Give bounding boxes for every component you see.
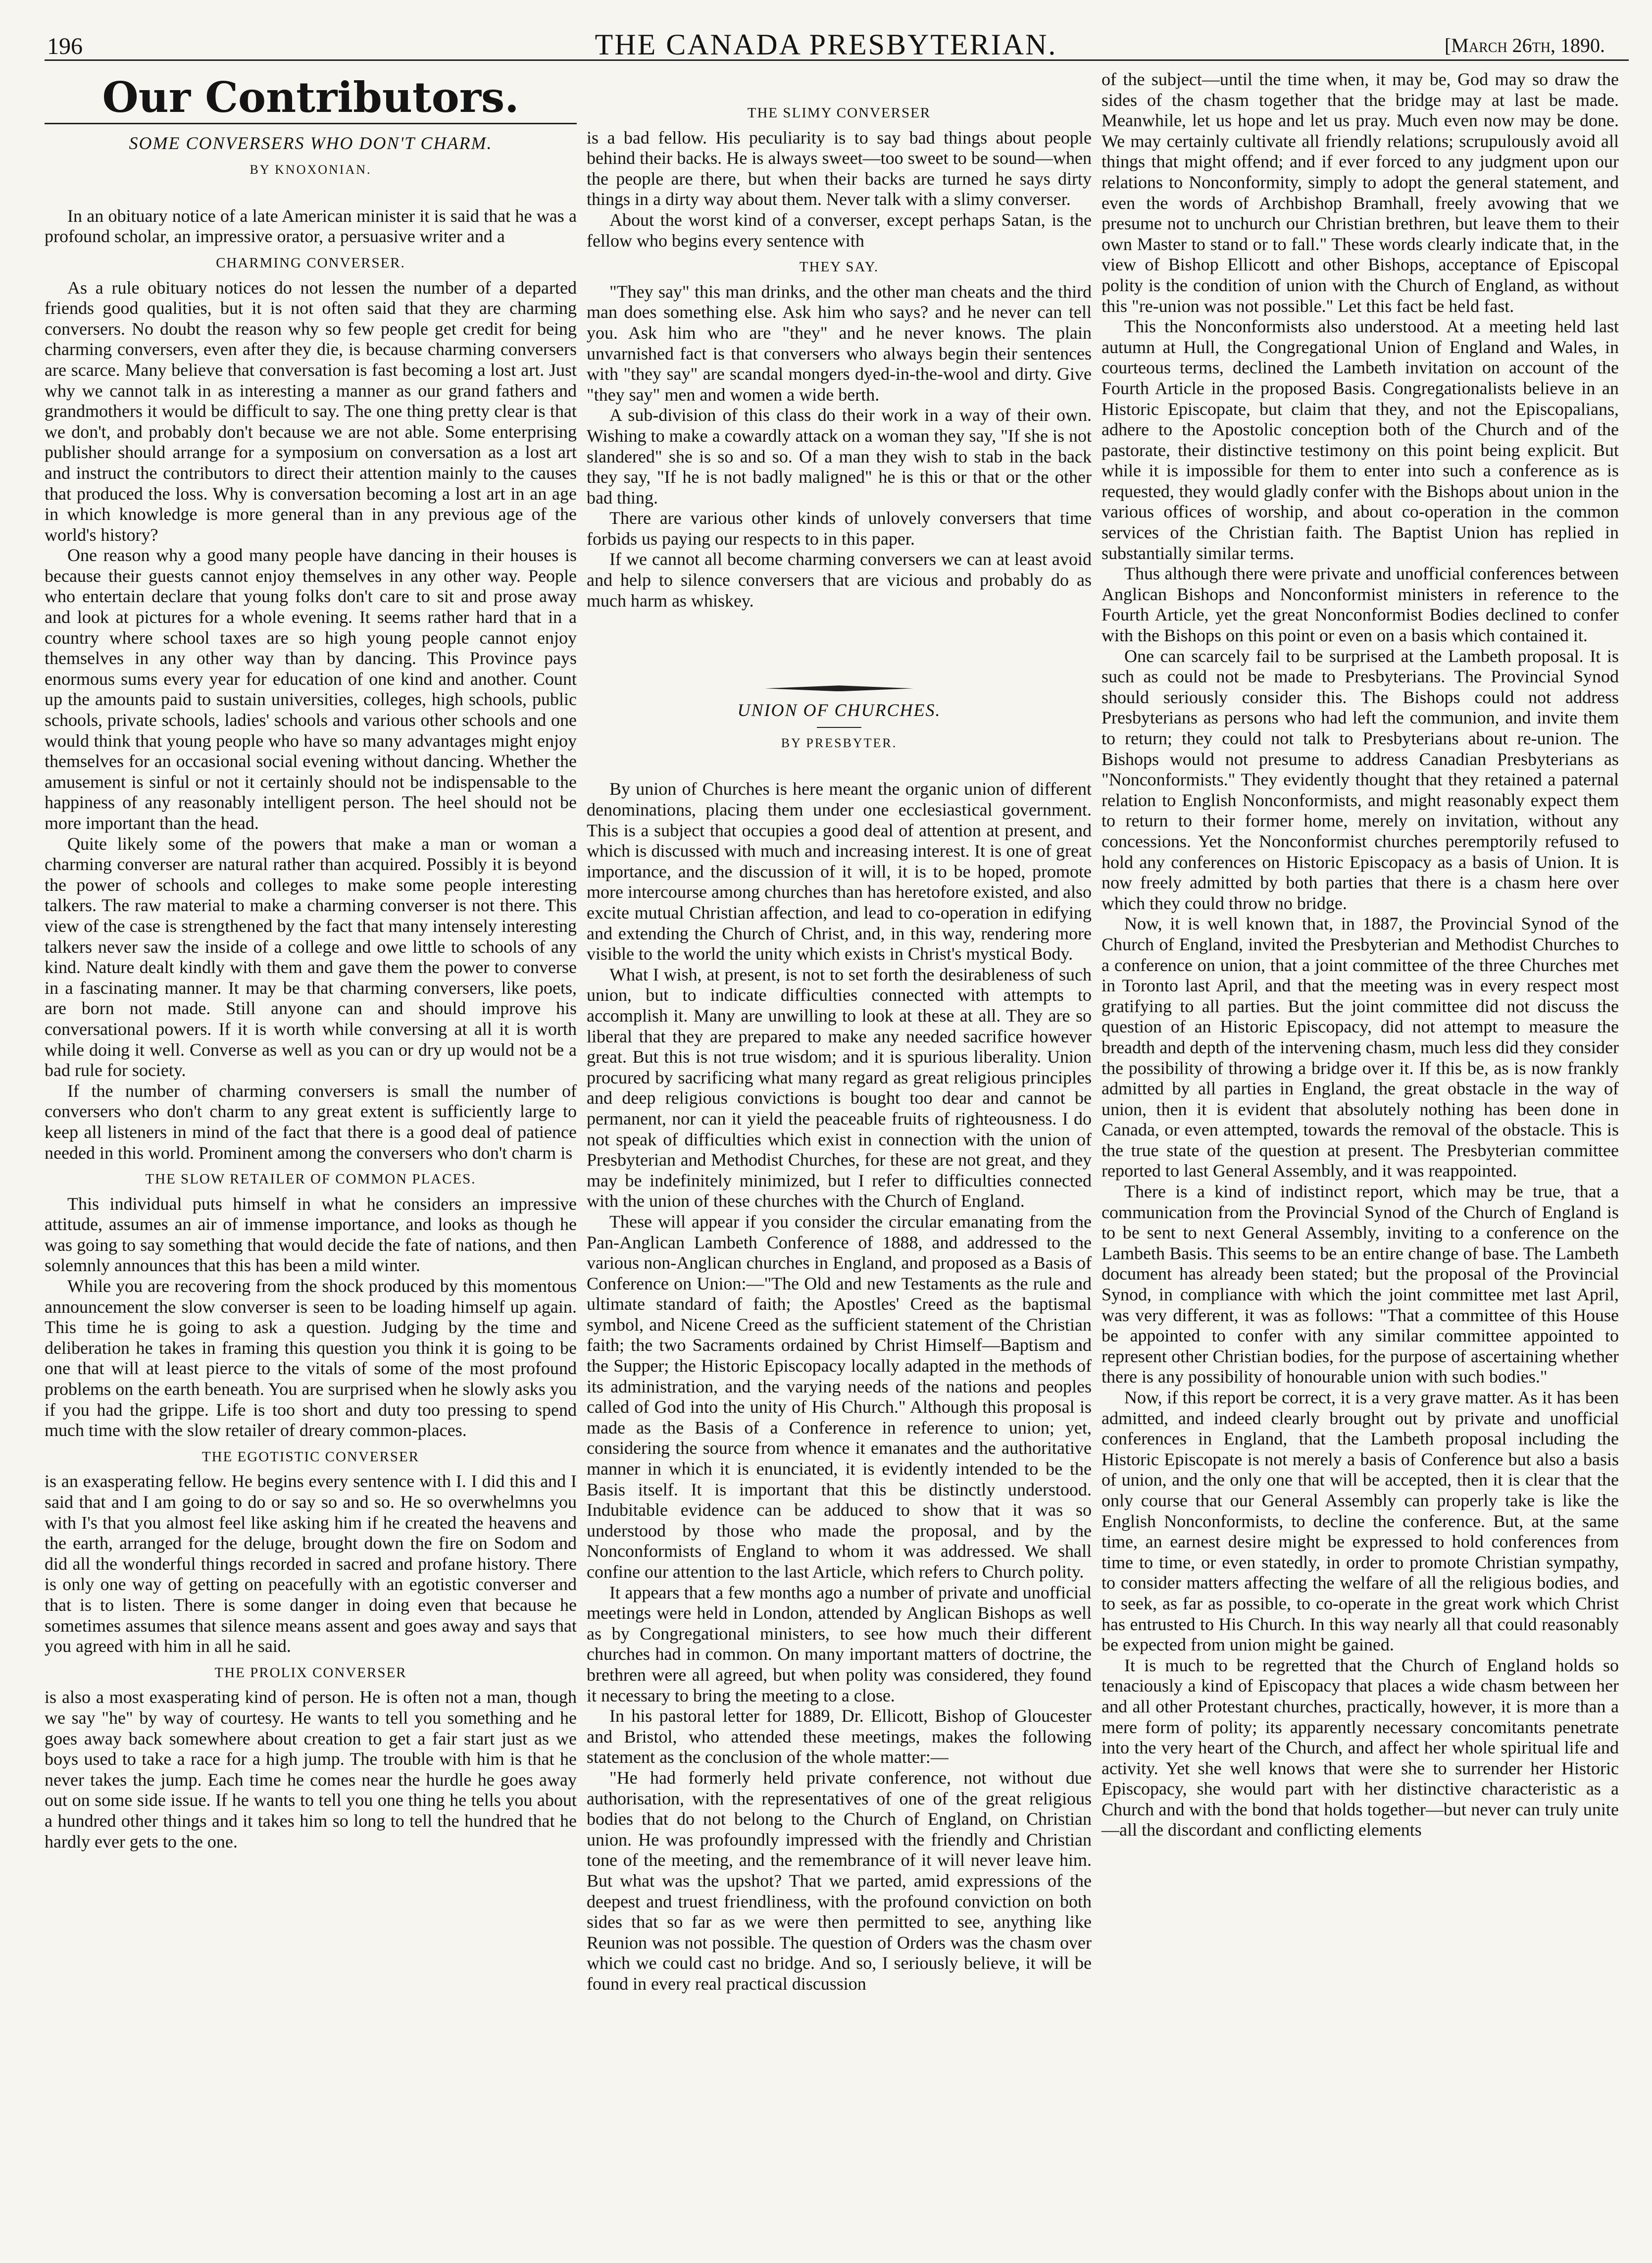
paragraph: There are various other kinds of unlovely conversers that time forbids us paying our respects to in this paper. — [587, 508, 1092, 549]
paragraph: If the number of charming conversers is small the number of conversers who don't charm to any great extent is sufficiently large to keep all listeners in mind of the fact that there is a good deal of patience needed in this world. Prominent among the conversers who don't charm is — [45, 1080, 577, 1163]
paragraph: One can scarcely fail to be surprised at the Lambeth proposal. It is such as could not be made to Presbyterians. The Provincial Synod should seriously consider this. The Bishops could not address Presbyterians as persons who had left the communion, and invite them to return; they could not talk to Presbyterians about re-union. The Bishops would not presume to address Canadian Presbyterians as "Nonconformists." They evidently thought that they retained a paternal relation to English Nonconformists, and might reasonably expect them to return to their former home, merely on invitation, without any concessions. Yet the Nonconformist churches peremptorily refused to hold any conferences on Historic Episcopacy as a basis of Union. It is now freely admitted by both parties that there is a chasm here over which they could throw no bridge. — [1101, 646, 1619, 913]
column-1 — [45, 69, 577, 1852]
paragraph: is a bad fellow. His peculiarity is to say bad things about people behind their backs. He is always sweet—too sweet to be sound—when the people are there, but when their backs are turned he says dirty things in a dirty way about them. Never talk with a slimy converser. — [587, 127, 1092, 209]
paragraph: This the Nonconformists also understood. At a meeting held last autumn at Hull, the Congregational Union of England and Wales, in courteous terms, declined the Lambeth invitation on account of the Fourth Article in the proposed Basis. Congregationalists believe in an Historic Episcopate, but claim that they, and not the Episcopalians, adhere to the Apostolic conception both of the Church and of the pastorate, their distinctive testimony on this point being explicit. But while it is impossible for them to enter into such a conference as is requested, they would gladly confer with the Bishops about union in the various offices of worship, and about co-operation in the common services of the Christian faith. The Baptist Union has replied in substantially similar terms. — [1101, 316, 1619, 563]
paragraph: What I wish, at present, is not to set forth the desirableness of such union, but to indicate difficulties connected with attempts to accomplish it. Many are unwilling to look at these at all. They are so liberal that they are prepared to make any needed sacrifice however great. But this is not true wisdom; and it is spurious liberality. Union procured by sacrificing what many regard as great religious principles and deep religious convictions is bought too dear and cannot be permanent, nor can it yield the peaceable fruits of righteousness. I do not speak of difficulties which exist in connection with the union of Presbyterian and Methodist Churches, for these are not great, and they may be indefinitely minimized, but I refer to difficulties connected with the union of these churches with the Church of England. — [587, 964, 1092, 1211]
paragraph: is an exasperating fellow. He begins every sentence with I. I did this and I said that and I am going to do or say so and so. He so overwhelmns you with I's that you almost feel like asking him if he created the heavens and the earth, arranged for the deluge, brought down the fire on Sodom and did all the wonderful things recorded in sacred and profane history. There is only one way of getting on peacefully with an egotistic converser and that is to listen. There is some danger in doing even that because he sometimes assumes that silence means assent and goes away and says that you agreed with him in all he said. — [45, 1471, 577, 1656]
paragraph: Now, if this report be correct, it is a very grave matter. As it has been admitted, and indeed clearly brought out by private and unofficial conferences in England, that the Lambeth proposal including the Historic Episcopate is not merely a basis of Conference but also a basis of union, and the only one that will be accepted, then it is clear that the only course that our General Assembly can properly take is like the English Nonconformists, to decline the conference. But, at the same time, an earnest desire might be expressed to hold conferences from time to time, or even statedly, in order to promote Christian sympathy, to consider matters affecting the welfare of all the religious bodies, and to seek, as far as possible, to co-operate in the great work which Christ has entrusted to His Church. In this way nearly all that could reasonably be expected from union might be gained. — [1101, 1388, 1619, 1655]
column-3 — [1101, 69, 1619, 1841]
paragraph: These will appear if you consider the circular emanating from the Pan-Anglican Lambeth Conference of 1888, and addressed to the various non-Anglican churches in England, and proposed as a Basis of Conference on Union:—"The Old and new Testaments as the rule and ultimate standard of faith; the Apostles' Creed as the baptismal symbol, and Nicene Creed as the sufficient statement of the Christian faith; the two Sacraments ordained by Christ Himself—Baptism and the Supper; the Historic Episcopacy locally adapted in the methods of its administration, and the varying needs of the nations and peoples called of God into the unity of His Church." Although this proposal is made as the Basis of a Conference in reference to union; yet, considering the source from whence it emanates and the authoritative manner in which it is enunciated, it is evidently intended to be the Basis itself. It is important that this be distinctly understood. Indubitable evidence can be adduced to show that it was so understood by those who made the proposal, and by the Nonconformists of England to whom it was addressed. We shall confine our attention to the last Article, which refers to Church polity. — [587, 1211, 1092, 1582]
paragraph: In an obituary notice of a late American minister it is said that he was a profound scholar, an impressive orator, a persuasive writer and a — [45, 206, 577, 247]
column-2 — [587, 69, 1092, 1994]
paragraph: Thus although there were private and unofficial conferences between Anglican Bishops and Nonconformist ministers in reference to the Fourth Article, yet the great Nonconformist Bodies declined to confer with the Bishops on this point or even on a basis which contained it. — [1101, 564, 1619, 646]
paragraph: "He had formerly held private conference, not without due authorisation, with the representatives of one of the great religious bodies that do not belong to the Church of England, on Christian union. He was profoundly impressed with the friendly and Christian tone of the meeting, and the remembrance of it will never leave him. But what was the upshot? That we parted, amid expressions of the deepest and truest friendliness, with the profound conviction on both sides that so far as we were then permitted to see, anything like Reunion was not possible. The question of Orders was the chasm over which we could cast no bridge. And so, I seriously believe, it will be found in every real practical discussion — [587, 1767, 1092, 1994]
paragraph: One reason why a good many people have dancing in their houses is because their guests cannot enjoy themselves in any other way. People who entertain declare that young folks don't care to sit and prose away and look at pictures for a whole evening. It seems rather hard that in a country where school taxes are so high young people cannot enjoy themselves in any other way than by dancing. This Province pays enormous sums every year for education of one kind and another. Count up the amounts paid to sustain universities, colleges, high schools, public schools, private schools, ladies' schools and various other schools and one would think that young people who have so many advantages might enjoy themselves for an occasional social evening without dancing. Whether the amusement is sinful or not it certainly should not be indispensable to the happiness of any reasonably intelligent person. The heel should not be more important than the head. — [45, 545, 577, 833]
paragraph: is also a most exasperating kind of person. He is often not a man, though we say "he" by way of courtesy. He wants to tell you something and he goes away back somewhere about creation to get a fair start just as we boys used to take a race for a high jump. The trouble with him is that he never takes the jump. Each time he comes near the hurdle he goes away out on some side issue. If he wants to tell you one thing he tells you about a hundred other things and it takes him so long to tell the hundred that he hardly ever gets to the one. — [45, 1687, 577, 1852]
byline: BY PRESBYTER. — [781, 735, 898, 750]
journal-title: THE CANADA PRESBYTERIAN. — [595, 28, 1057, 61]
paragraph: Quite likely some of the powers that make a man or woman a charming converser are natural rather than acquired. Possibly it is beyond the power of schools and colleges to make some people interesting talkers. The raw material to make a charming converser is not there. This view of the case is strengthened by the fact that many intensely interesting talkers never saw the inside of a college and owe little to schools of any kind. Nature dealt kindly with them and gave them the power to converse in a fascinating manner. It may be that charming conversers, like poets, are born not made. Still anyone can and should improve his conversational powers. If it is worth while conversing at all it is worth while doing it well. Converse as well as you can or dry up would not be a bad rule for society. — [45, 833, 577, 1080]
paragraph: There is a kind of indistinct report, which may be true, that a communication from the Provincial Synod of the Church of England is to be sent to next General Assembly, inviting to a conference on the Lambeth Basis. This seems to be an entire change of base. The Lambeth document has already been stated; but the proposal of the Provincial Synod, in compliance with which the joint committee met last April, was very different, it was as follows: "That a committee of this House be appointed to confer with any similar committee appointed to represent other Christian bodies, for the purpose of ascertaining whether there is any possibility of honourable union with such bodies." — [1101, 1182, 1619, 1387]
paragraph: As a rule obituary notices do not lessen the number of a departed friends good qualities, but it is not often said that they are charming conversers. No doubt the reason why so few people get credit for being charming conversers, even after they die, is because charming conversers are scarce. Many believe that conversation is fast becoming a lost art. Just why we cannot talk in as interesting a manner as our grand fathers and grandmothers it would be difficult to say. The one thing pretty clear is that we don't, and probably don't because we are not able. Some enterprising publisher should arrange for a symposium on conversation as a lost art and instruct the contributors to direct their attention mainly to the causes that produced the loss. Why is conversation becoming a lost art in an age in which knowledge is more general than in any previous age of the world's history? — [45, 277, 577, 545]
paragraph: "They say" this man drinks, and the other man cheats and the third man does something else. Ask him who says? and he never can tell you. Ask him who are "they" and he never knows. The plain unvarnished fact is that conversers who always begin their sentences with "they say" are scandal mongers dyed-in-the-wool and dirty. Give "they say" men and women a wide berth. — [587, 281, 1092, 405]
paragraph: It is much to be regretted that the Church of England holds so tenaciously a kind of Episcopacy that places a wide chasm between her and all other Protestant churches, practically, however, it is more than a mere form of polity; its apparently necessary concomitants penetrate into the very heart of the Church, and affect her whole spiritual life and activity. Yet she well knows that were she to surrender her Historic Episcopacy, she would part with her distinctive characteristic as a Church and with the bond that holds together—but never can truly unite—all the discordant and conflicting elements — [1101, 1655, 1619, 1840]
article-title: SOME CONVERSERS WHO DON'T CHARM. — [129, 133, 493, 153]
paragraph: This individual puts himself in what he considers an impressive attitude, assumes an air of immense importance, and looks as though he was going to say something that would decide the fate of nations, and then solemnly announces that this has been a mild winter. — [45, 1193, 577, 1276]
paragraph: A sub-division of this class do their work in a way of their own. Wishing to make a cowardly attack on a woman they say, "If she is not slandered" she is so and so. Of a man they wish to stab in the back they say, "If he is not badly maligned" he is this or that or the other bad thing. — [587, 405, 1092, 508]
issue-date: [March 26th, 1890. — [1444, 34, 1605, 56]
page-number: 196 — [47, 33, 83, 59]
subheading: THEY SAY. — [799, 259, 879, 275]
byline: BY KNOXONIAN. — [250, 162, 372, 177]
divider-ornament — [765, 685, 913, 691]
subheading: CHARMING CONVERSER. — [216, 255, 405, 271]
paragraph: While you are recovering from the shock produced by this momentous announcement the slow converser is seen to be loading himself up again. This time he is going to ask a question. Judging by the time and deliberation he takes in framing this question you think it is going to be one that will at least pierce to the vitals of some of the most profound problems on the earth beneath. You are surprised when he slowly asks you if you had the grippe. Life is too short and duty too pressing to spend much time with the slow retailer of dreary common-places. — [45, 1276, 577, 1440]
paragraph: It appears that a few months ago a number of private and unofficial meetings were held in London, attended by Anglican Bishops as well as by Congregational ministers, to see how much their different churches had in common. On many important matters of doctrine, the brethren were all agreed, but when polity was considered, they found it necessary to bring the meeting to a close. — [587, 1582, 1092, 1705]
subheading: THE PROLIX CONVERSER — [214, 1664, 407, 1681]
article-title: UNION OF CHURCHES. — [737, 700, 941, 720]
subheading: THE SLOW RETAILER OF COMMON PLACES. — [145, 1171, 476, 1187]
section-rule — [45, 123, 577, 124]
title-rule — [817, 727, 861, 728]
masthead — [27, 14, 1625, 61]
paragraph: About the worst kind of a converser, except perhaps Satan, is the fellow who begins every sentence with — [587, 209, 1092, 251]
subheading: THE EGOTISTIC CONVERSER — [201, 1448, 420, 1465]
paragraph: Now, it is well known that, in 1887, the Provincial Synod of the Church of England, invited the Presbyterian and Methodist Churches to a conference on union, that a joint committee of the three Churches met in Toronto last April, and that the meeting was in every respect most gratifying to all parties. But the joint committee did not discuss the question of an Historic Episcopacy, did not attempt to measure the breadth and depth of the intervening chasm, much less did they consider the possibility of throwing a bridge over it. If this be, as is now frankly admitted by all parties in England, the great obstacle in the way of union, then it is evident that absolutely nothing has been done in Canada, or even attempted, towards the removal of the obstacle. This is the true state of the question at present. The Presbyterian committee reported to last General Assembly, and it was reappointed. — [1101, 914, 1619, 1181]
paragraph: If we cannot all become charming conversers we can at least avoid and help to silence conversers that are vicious and probably do as much harm as whiskey. — [587, 549, 1092, 611]
masthead-rule — [45, 59, 1629, 61]
department-heading: Our Contributors. — [102, 73, 519, 122]
subheading: THE SLIMY CONVERSER — [747, 105, 931, 121]
paragraph: In his pastoral letter for 1889, Dr. Ellicott, Bishop of Gloucester and Bristol, who attended these meetings, makes the following statement as the conclusion of the whole matter:— — [587, 1706, 1092, 1767]
paragraph: By union of Churches is here meant the organic union of different denominations, placing them under one ecclesiastical government. This is a subject that occupies a good deal of attention at present, and which is discussed with much and increasing interest. It is one of great importance, and the discussion of it will, it is to be hoped, promote more intercourse among churches than has heretofore existed, and also excite mutual Christian affection, and lead to co-operation in edifying and extending the Church of Christ, and, in this way, rendering more visible to the world the unity which exists in Christ's mystical Body. — [587, 779, 1092, 964]
paragraph: of the subject—until the time when, it may be, God may so draw the sides of the chasm together that the bridge may at last be made. Meanwhile, let us hope and let us pray. Much even now may be done. We may certainly cultivate all friendly relations; scrupulously avoid all things that might offend; and if ever forced to any judgment upon our relations to Nonconformity, simply to adopt the general statement, and even the words of Archbishop Bramhall, freely avowing that we presume not to unchurch our Christian brethren, but leave them to their own Master to stand or to fall." These words clearly indicate that, in the view of Bishop Ellicott and other Bishops, acceptance of Episcopal polity is the condition of union with the Church of England, as without this "re-union was not possible." Let this fact be held fast. — [1101, 69, 1619, 316]
